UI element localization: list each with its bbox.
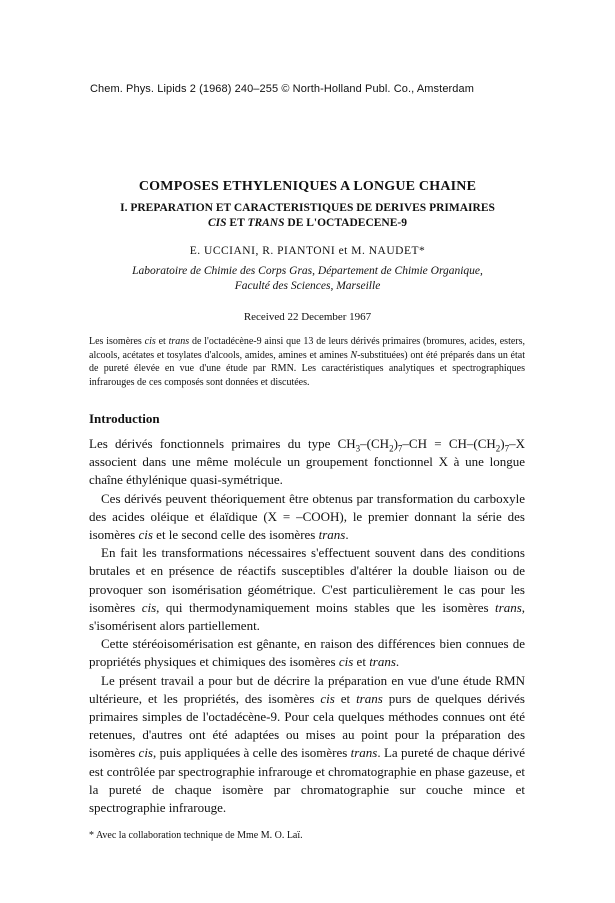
paragraph-3: [89, 544, 525, 635]
subscript: 7: [504, 443, 510, 454]
abstract: [89, 335, 525, 389]
text-run: Les dérivés fonctionnels primaires du type CH: [89, 436, 356, 451]
affiliation: [60, 264, 555, 294]
abstract-text: Les isomères: [89, 336, 145, 347]
body-text: [89, 435, 525, 817]
paragraph-5: [89, 672, 525, 818]
subtitle-cis: CIS: [208, 217, 227, 229]
journal-citation: Chem. Phys. Lipids 2 (1968) 240–255 © North-Holland Publ. Co., Amsterdam: [90, 83, 474, 95]
article-subtitle: [60, 201, 555, 231]
subscript: 2: [389, 443, 394, 454]
abstract-cis: cis: [144, 336, 156, 347]
title-block: [60, 178, 555, 325]
subscript: 3: [355, 443, 361, 454]
abstract-text: de l'octadécène-9 ainsi que 13 de leurs dérivés primaires (bromures, acides, esters, alcools, acétates et tosylates d'alcools, amides, amines et amines: [89, 336, 526, 361]
text-run: Ces dérivés peuvent théoriquement être obtenus par transformation du carboxyle des acides oléique et élaïdique (X = –COOH), le premier donnant la série des isomères: [89, 490, 525, 543]
subtitle-trans: TRANS: [247, 217, 285, 229]
article-title: COMPOSES ETHYLENIQUES A LONGUE CHAINE: [138, 179, 477, 194]
text-run: Cette stéréoisomérisation est gênante, en raison des différences bien connues de propriétés physiques et chimiques des isomères: [89, 636, 525, 670]
abstract-text: -substituées) ont été préparés dans un état de pureté élevée en vue d'une étude par RMN. Les caractéristiques analytiques et spectrographiques infrarouges de ces composés sont données et discutées.: [89, 349, 525, 388]
footnote: * Avec la collaboration technique de Mme M. O. Laï.: [89, 830, 303, 841]
affiliation-line-2: Faculté des Sciences, Marseille: [234, 280, 381, 292]
text-run: . La pureté de chaque dérivé est contrôlée par spectrographie infrarouge et chromatographie en phase gazeuse, et la pureté de chaque isomère par chromatographie sur couche mince et spectrographie infrarouge.: [89, 745, 526, 816]
text-run: En fait les transformations nécessaires s'effectuent souvent dans des conditions brutales et en présence de réactifs susceptibles d'altérer la double liaison ou de provoquer son isomérisation géométrique. C'est particulièrement le cas pour les isomères: [89, 545, 525, 615]
paragraph-1: [89, 435, 525, 490]
italic-term: trans: [318, 527, 346, 543]
italic-term: trans: [350, 745, 378, 761]
section-heading-introduction: Introduction: [89, 411, 160, 426]
subtitle-rest: DE L'OCTADECENE-9: [284, 217, 407, 229]
text-run: .: [395, 654, 400, 670]
subscript: 2: [495, 443, 501, 454]
italic-term: trans: [356, 690, 383, 706]
italic-term: cis: [138, 527, 153, 543]
text-run: –(CH: [360, 436, 390, 451]
text-run: .: [345, 527, 349, 543]
abstract-n: N: [350, 349, 358, 361]
affiliation-line-1: Laboratoire de Chimie des Corps Gras, Département de Chimie Organique,: [132, 265, 483, 277]
abstract-trans: trans: [168, 336, 190, 347]
italic-term: cis: [141, 599, 157, 615]
italic-term: cis: [138, 745, 153, 761]
text-run: et: [334, 690, 357, 706]
subtitle-et: ET: [226, 217, 248, 229]
text-run: –X associent dans une même molécule un groupement fonctionnel X à une longue chaîne éthylénique quasi-symétrique.: [89, 436, 525, 488]
subscript: 7: [397, 443, 403, 454]
text-run: Le présent travail a pour but de décrire la préparation en vue d'une étude RMN ultérieure, et les propriétés, des isomères: [89, 672, 525, 706]
italic-term: trans: [369, 654, 396, 670]
text-run: , qui thermodynamiquement moins stables que les isomères: [156, 599, 496, 615]
text-run: –CH = CH–(CH: [402, 436, 496, 451]
text-run: ): [500, 436, 505, 451]
text-run: ): [393, 436, 398, 451]
text-run: purs de quelques dérivés primaires simples de l'octadécène-9. Pour cela quelques méthodes connues ont été retenues, d'autres ont été adaptées ou mises au point pour la préparation des isomères: [89, 690, 525, 761]
italic-term: cis: [338, 654, 354, 670]
italic-term: trans: [495, 599, 522, 615]
text-run: et: [353, 654, 370, 670]
paragraph-2: [89, 490, 525, 545]
text-run: , s'isomérisent alors partiellement.: [89, 599, 526, 634]
abstract-text: et: [155, 336, 169, 347]
paragraph-4: [89, 635, 525, 671]
received-date: Received 22 December 1967: [243, 311, 372, 323]
authors: E. UCCIANI, R. PIANTONI et M. NAUDET*: [189, 245, 426, 257]
text-run: et le second celle des isomères: [152, 527, 319, 543]
subtitle-line-1: I. PREPARATION ET CARACTERISTIQUES DE DERIVES PRIMAIRES: [120, 202, 495, 214]
subtitle-line-2: [60, 216, 555, 231]
text-run: , puis appliquées à celle des isomères: [153, 745, 351, 761]
italic-term: cis: [320, 690, 335, 706]
